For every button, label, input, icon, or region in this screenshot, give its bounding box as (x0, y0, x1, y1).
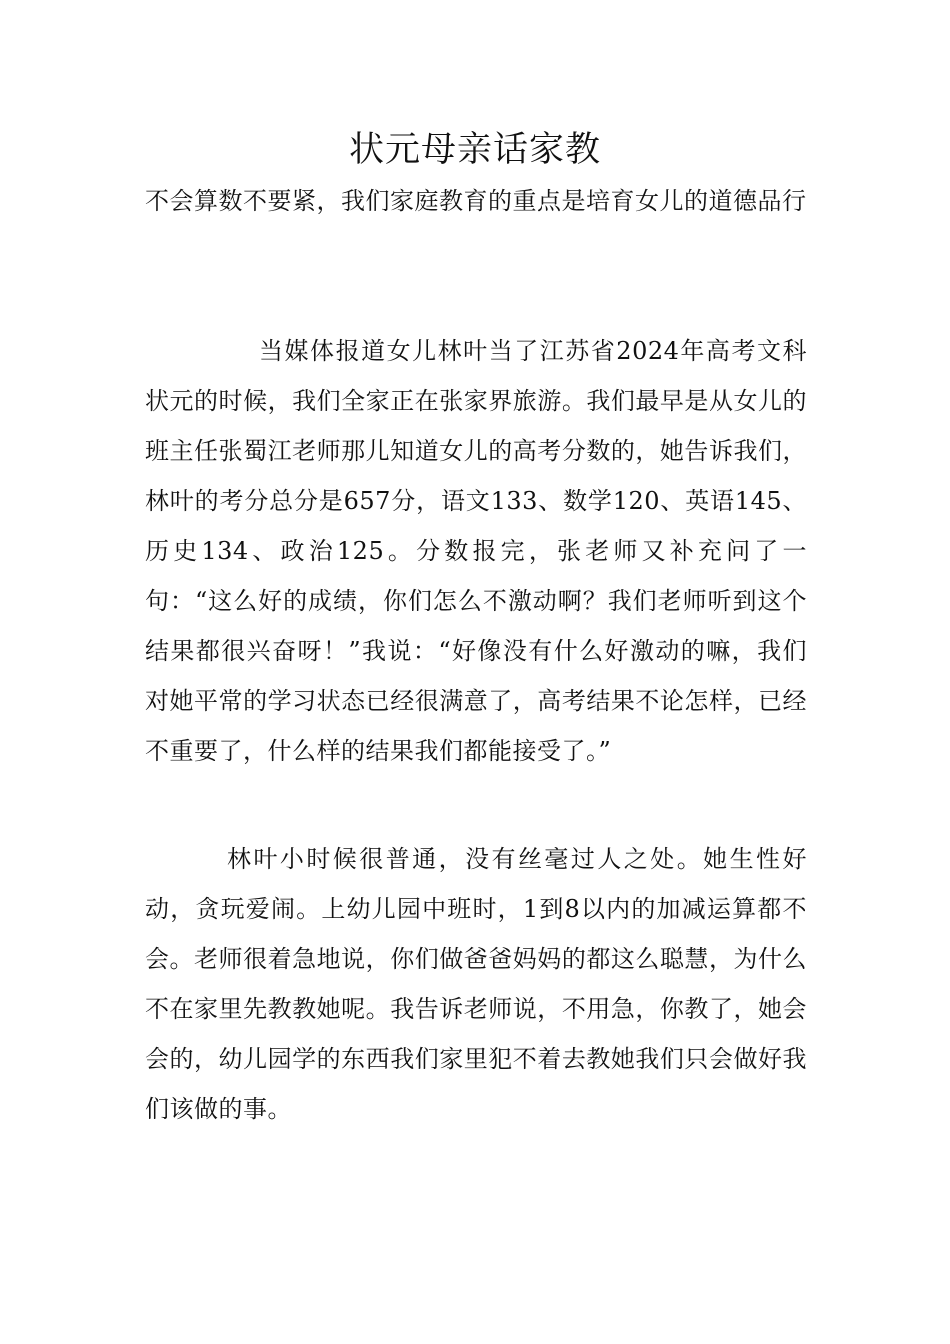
document-subtitle: 不会算数不要紧，我们家庭教育的重点是培育女儿的道德品行 (145, 187, 807, 215)
paragraph-2: 林叶小时候很普通，没有丝毫过人之处。她生性好动，贪玩爱闹。上幼儿园中班时，1到8以内的加减运算都不会。老师很着急地说，你们做爸爸妈妈的都这么聪慧，为什么不在家里先教教她呢。我告诉老师说，不用急，你教了，她会会的，幼儿园学的东西我们家里犯不着去教她我们只会做好我们该做的事。 (145, 845, 807, 1123)
document-body (145, 176, 807, 1134)
paragraph-1: 当媒体报道女儿林叶当了江苏省2024年高考文科状元的时候，我们全家正在张家界旅游。我们最早是从女儿的班主任张蜀江老师那儿知道女儿的高考分数的，她告诉我们，林叶的考分总分是657分，语文133、数学120、英语145、历史134、政治125。分数报完，张老师又补充问了一句：“这么好的成绩，你们怎么不激动啊？我们老师听到这个结果都很兴奋呀！”我说：“好像没有什么好激动的嘛，我们对她平常的学习状态已经很满意了，高考结果不论怎样，已经不重要了，什么样的结果我们都能接受了。” (145, 337, 807, 765)
document-title: 状元母亲话家教 (348, 130, 601, 170)
